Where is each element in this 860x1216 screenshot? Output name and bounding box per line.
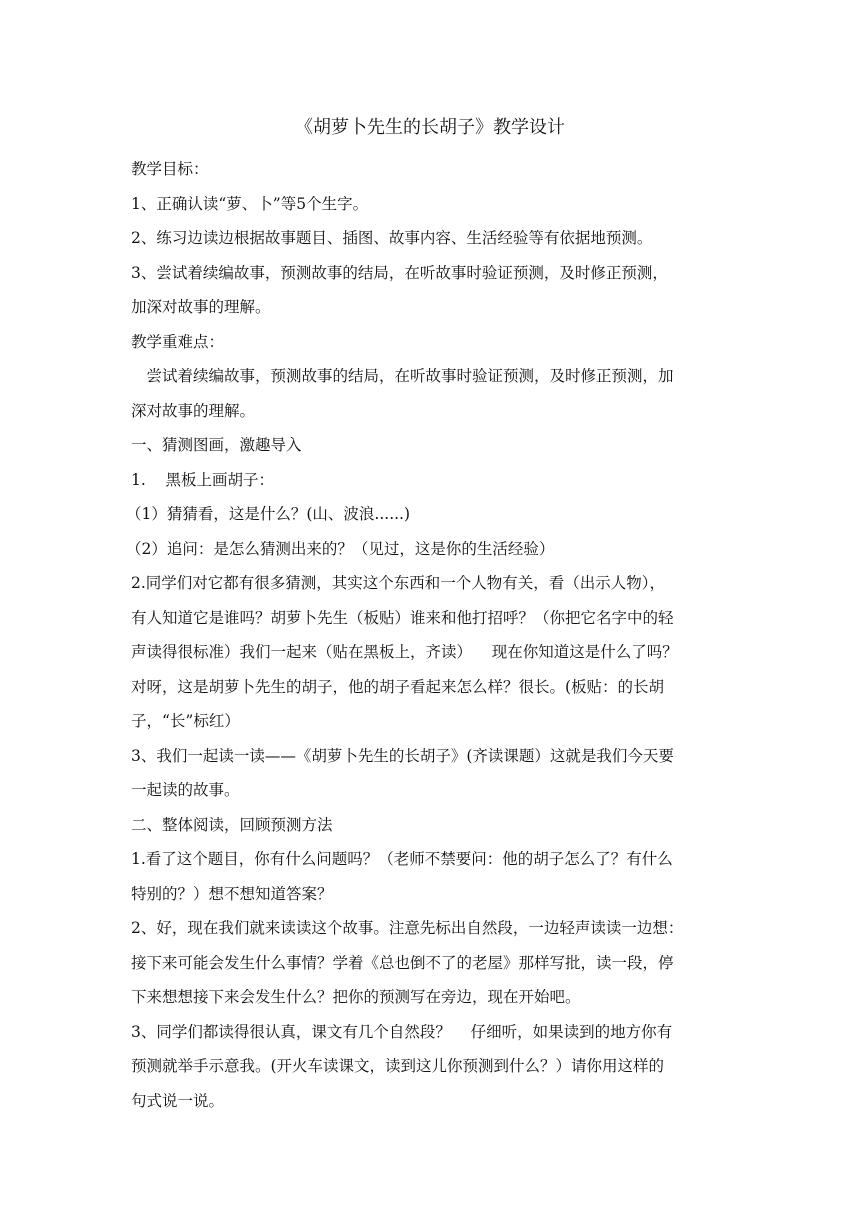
section-heading-part-2: 二、整体阅读，回顾预测方法 (131, 815, 333, 834)
goal-line-3-cont: 加深对故事的理解。 (131, 298, 271, 316)
section-heading-key-points: 教学重难点： (131, 332, 225, 351)
part-2-step-3-line-3: 句式说一说。 (131, 1091, 225, 1110)
part-2-step-2-line-3: 下来想想接下来会发生什么？把你的预测写在旁边，现在开始吧。 (131, 988, 581, 1006)
step-1-sub-1: （1）猜猜看，这是什么？(山、波浪......) (126, 505, 411, 523)
part-2-step-2-line-2: 接下来可能会发生什么事情？学着《总也倒不了的老屋》那样写批，读一段，停 (131, 953, 674, 972)
document-body (126, 152, 735, 1118)
step-1-line: 1. 黑板上画胡子： (131, 470, 274, 489)
part-2-step-1-line-1: 1.看了这个题目，你有什么问题吗？（老师不禁要问：他的胡子怎么了？有什么 (131, 850, 673, 868)
goal-line-2: 2、练习边读边根据故事题目、插图、故事内容、生活经验等有依据地预测。 (131, 229, 653, 247)
part-2-step-3-line-1: 3、同学们都读得很认真，课文有几个自然段？ 仔细听，如果读到的地方你有 (131, 1022, 673, 1041)
key-points-line-2: 深对故事的理解。 (131, 401, 256, 420)
step-2-line-1: 2.同学们对它都有很多猜测，其实这个东西和一个人物有关，看（出示人物）， (131, 574, 666, 592)
step-2-line-5: 子，“长”标红） (131, 712, 240, 730)
section-heading-part-1: 一、猜测图画，激趣导入 (131, 436, 302, 454)
goal-line-1: 1、正确认读“萝、卜”等5个生字。 (131, 194, 369, 213)
step-3-line-1: 3、我们一起读一读——《胡萝卜先生的长胡子》(齐读课题）这就是我们今天要 (131, 746, 674, 765)
part-2-step-2-line-1: 2、好，现在我们就来读读这个故事。注意先标出自然段，一边轻声读读一边想： (131, 919, 684, 937)
goal-line-3: 3、尝试着续编故事，预测故事的结局，在听故事时验证预测，及时修正预测， (131, 263, 668, 282)
part-2-step-1-line-2: 特别的？）想不想知道答案？ (131, 884, 333, 903)
step-2-line-2: 有人知道它是谁吗？胡萝卜先生（板贴）谁来和他打招呼？（你把它名字中的轻 (131, 608, 674, 627)
key-points-line-1: 尝试着续编故事，预测故事的结局，在听故事时验证预测，及时修正预测，加 (146, 367, 674, 385)
step-1-sub-2: （2）追问：是怎么猜测出来的？（见过，这是你的生活经验） (126, 539, 555, 558)
section-heading-goals: 教学目标： (131, 160, 209, 178)
document-title: 《胡萝卜先生的长胡子》教学设计 (295, 117, 565, 138)
step-2-line-4: 对呀，这是胡萝卜先生的胡子，他的胡子看起来怎么样？很长。(板贴：的长胡 (131, 677, 665, 696)
step-2-line-3: 声读得很标准）我们一起来（贴在黑板上，齐读） 现在你知道这是什么了吗？ (131, 643, 678, 661)
part-2-step-3-line-2: 预测就举手示意我。(开火车读课文，读到这儿你预测到什么？）请你用这样的 (131, 1057, 665, 1075)
step-3-line-2: 一起读的故事。 (131, 781, 240, 799)
